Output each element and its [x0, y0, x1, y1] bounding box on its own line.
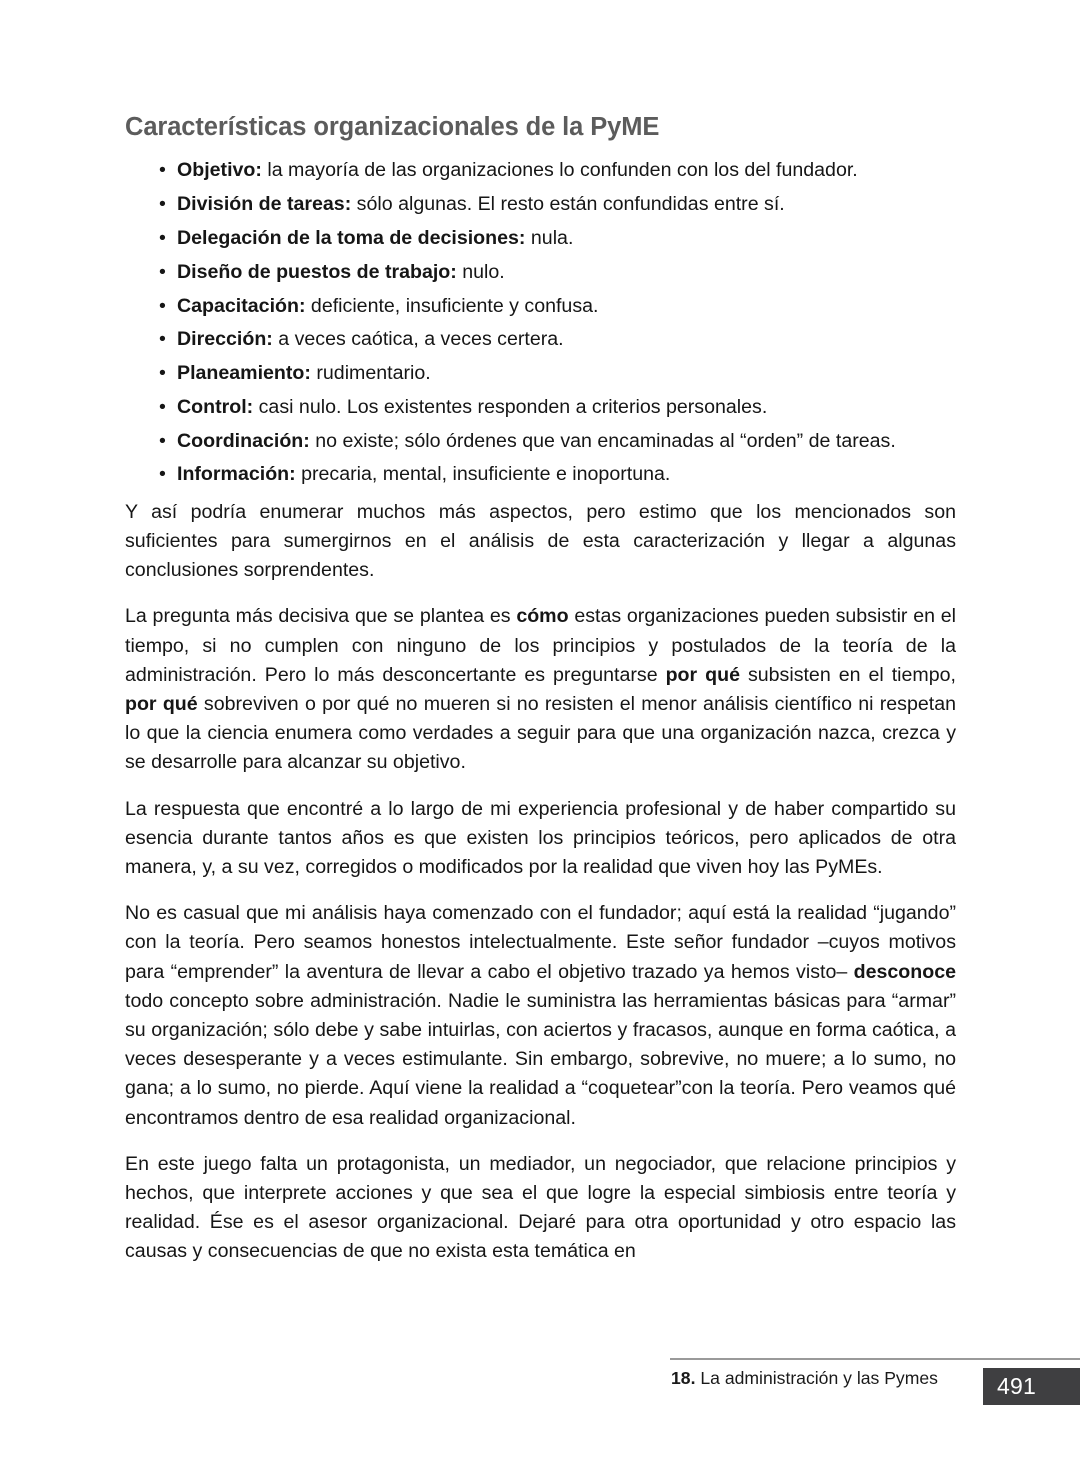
paragraph-text: estas organizaciones pueden subsistir en el tiempo, si no cumplen con ninguno de los principios y postulados de la teoría de la administración. Pero lo más desconcertante es preguntarse: [125, 605, 956, 686]
list-item-text: deficiente, insuficiente y confusa.: [305, 294, 599, 317]
list-item-term: Delegación de la toma de decisiones:: [177, 226, 526, 249]
bullet-icon: •: [159, 260, 166, 283]
list-item-text: casi nulo. Los existentes responden a criterios personales.: [253, 395, 768, 418]
list-item: [125, 427, 956, 456]
bullet-icon: •: [159, 429, 166, 452]
paragraph: [125, 795, 956, 883]
list-item-term: Objetivo:: [177, 159, 262, 182]
list-item: [125, 258, 956, 287]
characteristics-list: [125, 156, 956, 489]
paragraph-text: La pregunta más decisiva que se plantea es: [125, 605, 517, 628]
list-item: [125, 460, 956, 489]
list-item: [125, 224, 956, 253]
list-item-text: precaria, mental, insuficiente e inoportuna.: [295, 463, 671, 486]
bullet-icon: •: [159, 395, 166, 418]
paragraph-emphasis: por qué: [125, 692, 198, 715]
paragraph-text: No es casual que mi análisis haya comenzado con el fundador; aquí está la realidad “jugando” con la teoría. Pero seamos honestos intelectualmente. Este señor fundador –cuyos motivos para “emprender” la aventura de llevar a cabo el objetivo trazado ya hemos visto–: [125, 902, 956, 983]
bullet-icon: •: [159, 159, 166, 182]
paragraph-text: Y así podría enumerar muchos más aspectos, pero estimo que los mencionados son suficientes para sumergirnos en el análisis de esta caracterización y llegar a algunas conclusiones sorprendentes.: [125, 500, 956, 582]
list-item-term: Capacitación:: [177, 294, 306, 317]
list-item: [125, 393, 956, 422]
list-item-text: a veces caótica, a veces certera.: [272, 328, 564, 351]
list-item: [125, 325, 956, 354]
list-item-term: Planeamiento:: [177, 362, 311, 385]
footer-chapter-number: 18.: [671, 1368, 696, 1388]
paragraph-text: sobreviven o por qué no mueren si no resisten el menor análisis científico ni respetan lo que la ciencia enumera como verdades a seguir para que una organización nazca, crezca y se desarrolle para alcanzar su objetivo.: [125, 692, 957, 774]
paragraph-text: subsisten en el tiempo,: [739, 663, 956, 686]
list-item-text: no existe; sólo órdenes que van encaminadas al “orden” de tareas.: [309, 429, 896, 452]
paragraph-emphasis: desconoce: [853, 960, 956, 983]
list-item-text: rudimentario.: [310, 362, 431, 385]
list-item: [125, 292, 956, 321]
bullet-icon: •: [159, 193, 166, 216]
paragraph-text: todo concepto sobre administración. Nadie le suministra las herramientas básicas para “armar” su organización; sólo debe y sabe intuirlas, con aciertos y fracasos, aunque en forma caótica, a veces desesperante y a veces estimulante. Sin embargo, sobrevive, no muere; a lo sumo, no gana; a lo sumo, no pierde. Aquí viene la realidad a “coquetear”con la teoría. Pero veamos qué encontramos dentro de esa realidad organizacional.: [125, 989, 956, 1129]
paragraph-emphasis: cómo: [516, 605, 569, 628]
paragraph: [125, 602, 956, 777]
list-item-text: la mayoría de las organizaciones lo confunden con los del fundador.: [261, 159, 858, 182]
list-item-term: División de tareas:: [177, 193, 352, 216]
list-item-text: nula.: [525, 226, 574, 249]
list-item-term: Diseño de puestos de trabajo:: [177, 260, 457, 283]
paragraph: [125, 1150, 956, 1267]
list-item-text: nulo.: [456, 260, 505, 283]
page-number-badge: [983, 1368, 1080, 1405]
page-number: 491: [997, 1373, 1036, 1399]
footer-chapter-title: La administración y las Pymes: [695, 1368, 938, 1388]
list-item: [125, 190, 956, 219]
bullet-icon: •: [159, 463, 166, 486]
paragraph-text: La respuesta que encontré a lo largo de mi experiencia profesional y de haber compartido su esencia durante tantos años es que existen los principios teóricos, pero aplicados de otra manera, y, a su vez, corregidos o modificados por la realidad que viven hoy las PyMEs.: [125, 797, 956, 878]
bullet-icon: •: [159, 294, 166, 317]
body-paragraphs: [125, 498, 956, 1267]
list-item-term: Dirección:: [177, 328, 273, 351]
bullet-icon: •: [159, 362, 166, 385]
list-item-term: Control:: [177, 395, 254, 418]
bullet-icon: •: [159, 226, 166, 249]
list-item-term: Información:: [177, 463, 296, 486]
footer-chapter-label: [671, 1365, 938, 1391]
paragraph: [125, 498, 956, 586]
paragraph-text: En este juego falta un protagonista, un mediador, un negociador, que relacione principios y hechos, que interprete acciones y que sea el que logre la especial simbiosis entre teoría y realidad. Ése es el asesor organizacional. Dejaré para otra oportunidad y otro espacio las causas y consecuencias de que no exista esta temática en: [125, 1152, 956, 1263]
paragraph: [125, 899, 956, 1133]
list-item-term: Coordinación:: [177, 429, 310, 452]
page-content: [125, 113, 956, 1267]
list-item: [125, 359, 956, 388]
paragraph-emphasis: por qué: [665, 663, 740, 686]
page-title: Características organizacionales de la PyME: [125, 113, 660, 141]
list-item-text: sólo algunas. El resto están confundidas entre sí.: [351, 193, 785, 216]
list-item: [125, 156, 956, 185]
footer-divider: [670, 1358, 1080, 1360]
bullet-icon: •: [159, 328, 166, 351]
